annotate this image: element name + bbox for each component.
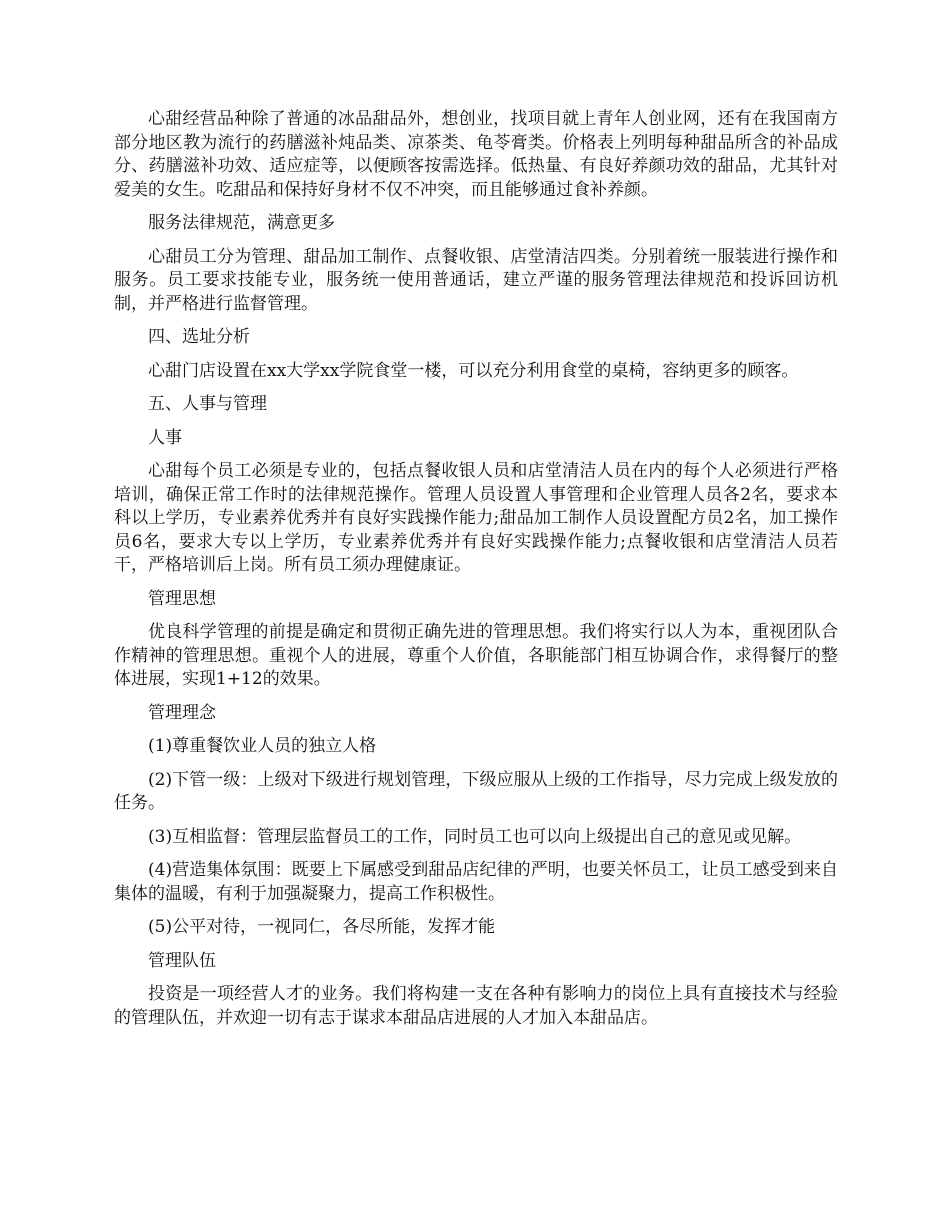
list-item-concept-4: (4)营造集体氛围：既要上下属感受到甜品店纪律的严明，也要关怀员工，让员工感受到来自集体的温暖，有利于加强凝聚力，提高工作积极性。 xyxy=(114,860,838,904)
paragraph-store-location: 心甜门店设置在xx大学xx学院食堂一楼，可以充分利用食堂的桌椅，容纳更多的顾客。 xyxy=(148,360,799,381)
list-item-concept-1: (1)尊重餐饮业人员的独立人格 xyxy=(148,736,377,756)
heading-management-concepts: 管理理念 xyxy=(148,702,216,723)
paragraph-management-team: 投资是一项经营人才的业务。我们将构建一支在各种有影响力的岗位上具有直接技术与经验的管理队伍，并欢迎一切有志于谋求本甜品店进展的人才加入本甜品店。 xyxy=(114,984,838,1028)
paragraph-personnel-requirements: 心甜每个员工必须是专业的，包括点餐收银人员和店堂清洁人员在内的每个人必须进行严格培训，确保正常工作时的法律规范操作。管理人员设置人事管理和企业管理人员各2名，要求本科以上学历，专业素养优秀并有良好实践操作能力;甜品加工制作人员设置配方员2名，加工操作员6名，要求大专以上学历，专业素养优秀并有良好实践操作能力;点餐收银和店堂清洁人员若干，严格培训后上岗。所有员工须办理健康证。 xyxy=(114,461,838,575)
heading-personnel: 人事 xyxy=(148,427,182,448)
paragraph-staff-categories: 心甜员工分为管理、甜品加工制作、点餐收银、店堂清洁四类。分别着统一服装进行操作和服务。员工要求技能专业，服务统一使用普通话，建立严谨的服务管理法律规范和投诉回访机制，并严格进行监督管理。 xyxy=(114,246,838,314)
heading-site-analysis: 四、选址分析 xyxy=(148,327,250,347)
paragraph-management-philosophy: 优良科学管理的前提是确定和贯彻正确先进的管理思想。我们将实行以人为本，重视团队合作精神的管理思想。重视个人的进展，尊重个人价值，各职能部门相互协调合作，求得餐厅的整体进展，实现1+12的效果。 xyxy=(114,622,838,689)
document-body xyxy=(114,108,838,1040)
paragraph-product-variety: 心甜经营品种除了普通的冰品甜品外，想创业，找项目就上青年人创业网，还有在我国南方部分地区教为流行的药膳滋补炖品类、凉茶类、龟苓膏类。价格表上列明每种甜品所含的补品成分、药膳滋补功效、适应症等，以便顾客按需选择。低热量、有良好养颜功效的甜品，尤其针对爱美的女生。吃甜品和保持好身材不仅不冲突，而且能够通过食补养颜。 xyxy=(114,109,838,200)
heading-personnel-management: 五、人事与管理 xyxy=(148,394,267,414)
heading-management-team: 管理队伍 xyxy=(148,950,216,971)
heading-management-philosophy: 管理思想 xyxy=(148,588,216,609)
list-item-concept-5: (5)公平对待，一视同仁，各尽所能，发挥才能 xyxy=(148,917,496,937)
heading-service-standards: 服务法律规范，满意更多 xyxy=(148,213,335,233)
list-item-concept-3: (3)互相监督：管理层监督员工的工作，同时员工也可以向上级提出自己的意见或见解。 xyxy=(148,826,802,847)
list-item-concept-2: (2)下管一级：上级对下级进行规划管理，下级应服从上级的工作指导，尽力完成上级发放的任务。 xyxy=(114,769,838,813)
